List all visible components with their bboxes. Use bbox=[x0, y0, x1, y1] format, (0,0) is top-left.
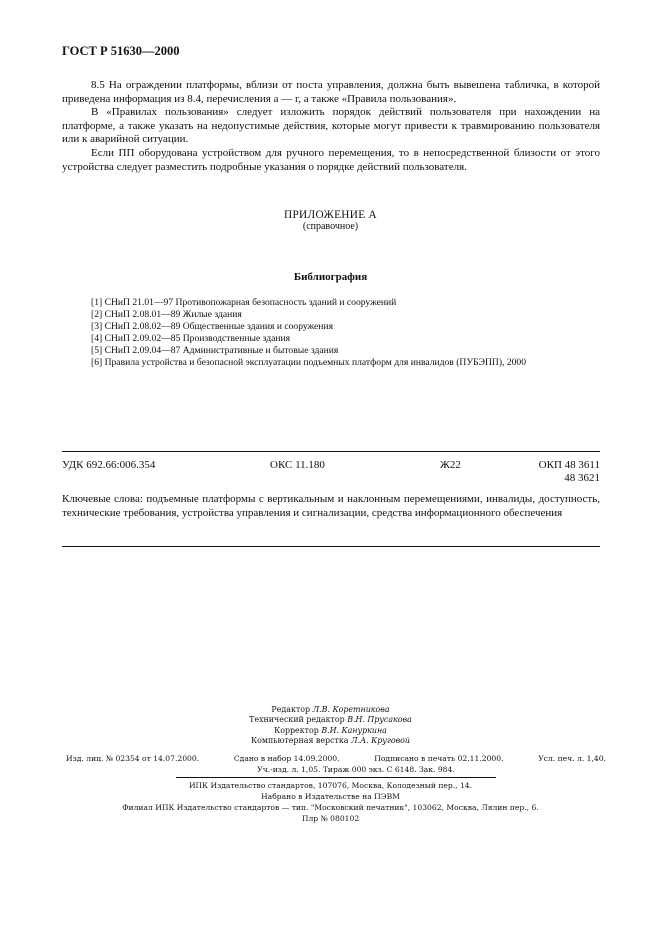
layout-credit: Компьютерная верстка Л.А. Круговой bbox=[250, 736, 411, 746]
divider-top bbox=[62, 451, 600, 452]
editor-credit: Редактор Л.В. Коретникова bbox=[271, 705, 390, 714]
okp-line-1: ОКП 48 3611 bbox=[538, 459, 600, 471]
bibliography-heading: Библиография bbox=[293, 271, 368, 283]
divider-bottom bbox=[62, 546, 600, 547]
print-info bbox=[66, 754, 606, 775]
bibliography-item: [1] СНиП 21.01—97 Противопожарная безопасность зданий и сооружений bbox=[91, 297, 397, 308]
appendix-subtitle: (справочное) bbox=[302, 221, 359, 232]
publisher-line: Набрано в Издательстве на ПЭВМ bbox=[261, 792, 400, 802]
bibliography-list bbox=[91, 297, 611, 368]
print-info-row-2: Уч.-изд. л. 1,05. Тираж 000 экз. С 6148. Зак. 984. bbox=[257, 764, 455, 774]
publisher-line: Филиал ИПК Издательство стандартов — тип. "Московский печатник", 103062, Москва, Лялин пер., 6. bbox=[122, 803, 539, 813]
staff-credits bbox=[0, 705, 661, 747]
publisher-info bbox=[0, 780, 661, 824]
section-8-5-text bbox=[62, 79, 600, 174]
divider-publisher bbox=[176, 777, 496, 778]
bibliography-item: [2] СНиП 2.08.01—89 Жилые здания bbox=[91, 308, 242, 320]
signed-date: Подписано в печать 02.11.2000. bbox=[374, 754, 504, 763]
bibliography-item: [4] СНиП 2.09.02—85 Производственные здания bbox=[91, 332, 291, 344]
license: Изд. лиц. № 02354 от 14.07.2000. bbox=[66, 754, 200, 763]
appendix-title: ПРИЛОЖЕНИЕ А bbox=[284, 209, 377, 221]
udk-code: УДК 692.66:006.354 bbox=[62, 459, 156, 471]
print-sheets: Усл. печ. л. 1,40. bbox=[538, 754, 606, 763]
publisher-line: Плр № 080102 bbox=[301, 814, 360, 824]
bibliography-item: [3] СНиП 2.08.02—89 Общественные здания и сооружения bbox=[91, 320, 333, 332]
paragraph: Если ПП оборудована устройством для ручного перемещения, то в непосредственной близости от этого устройства следует разместить подробные указания о порядке действий пользователя. bbox=[62, 146, 600, 173]
paragraph: 8.5 На ограждении платформы, вблизи от поста управления, должна быть вывешена табличка, в которой приведена информация из 8.4, перечисления а — г, а также «Правила пользования». bbox=[62, 79, 600, 105]
print-info-row bbox=[66, 754, 606, 765]
corrector-credit: Корректор В.И. Кануркина bbox=[274, 725, 387, 735]
okp-codes bbox=[539, 459, 600, 485]
bibliography-item: [6] Правила устройства и безопасной эксплуатации подъемных платформ для инвалидов (ПУБЭПП), 2000 bbox=[91, 356, 527, 368]
okp-line-2: 48 3621 bbox=[564, 472, 600, 484]
keywords: Ключевые слова: подъемные платформы с вертикальным и наклонным перемещениями, инвалиды, доступность, технические требования, устройства управления и сигнализации, средства информационного обеспечения bbox=[62, 493, 600, 519]
tech-editor-credit: Технический редактор В.Н. Прусакова bbox=[249, 715, 412, 725]
submitted-date: Сдано в набор 14.09.2000. bbox=[233, 754, 340, 763]
standard-code: ГОСТ Р 51630—2000 bbox=[62, 44, 180, 58]
group-code: Ж22 bbox=[440, 459, 461, 471]
paragraph: В «Правилах пользования» следует изложить порядок действий пользователя при нахождении на платформе, а также указать на недопустимые действия, которые могут привести к травмированию пользователя или к аварийной ситуации. bbox=[62, 106, 600, 146]
bibliography-item: [5] СНиП 2.09.04—87 Административные и бытовые здания bbox=[91, 344, 339, 356]
oks-code: ОКС 11.180 bbox=[270, 459, 325, 471]
publisher-line: ИПК Издательство стандартов, 107076, Москва, Колодезный пер., 14. bbox=[188, 781, 473, 790]
